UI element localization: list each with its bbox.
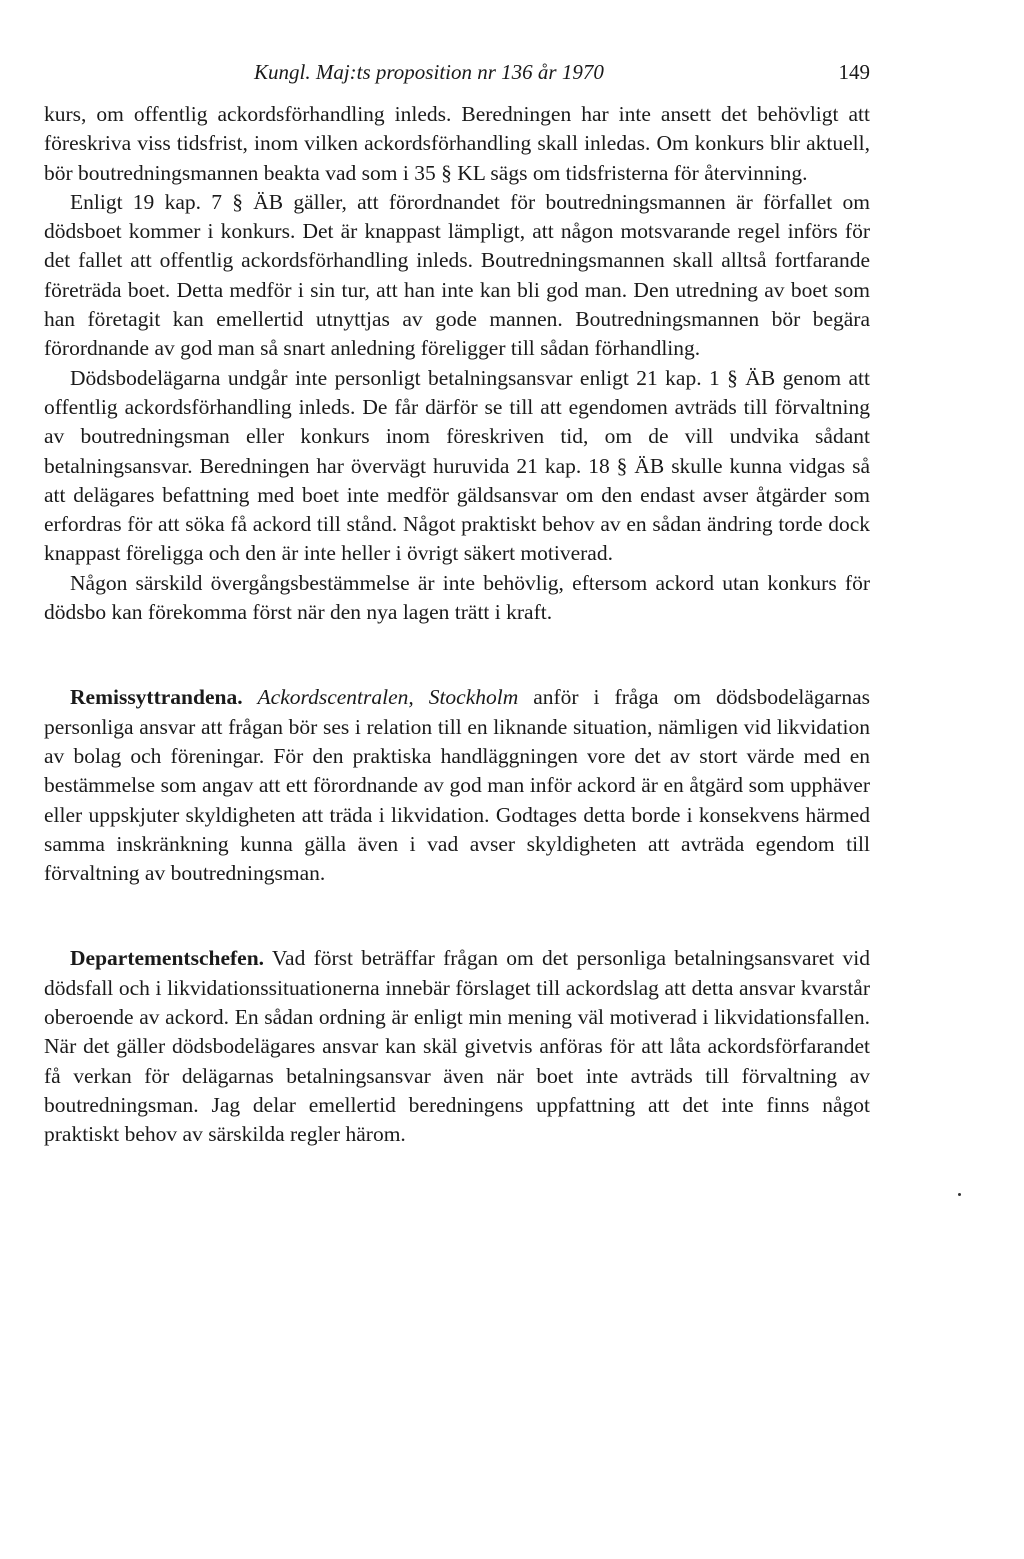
section-lead-remiss: Remissyttrandena. [70, 685, 243, 710]
paragraph-boutredningsman: Enligt 19 kap. 7 § ÄB gäller, att förordnandet för boutredningsmannen är förfallet om dödsboet kommer i konkurs. Det är knappast lämpligt, att någon motsvarande regel införs för det fallet att offentlig ackordsförhandling inleds. Boutredningsmannen skall alltså fortfarande företräda boet. Detta medför i sin tur, att han inte kan bli god man. Den utredning av boet som han företagit kan emellertid utnyttjas av gode mannen. Boutredningsmannen bör begära förordnande av god man så snart anledning föreligger till sådan förhandling. [44, 189, 870, 361]
departement-text: Vad först beträffar frågan om det personliga betalningsansvaret vid dödsfall och i likvidationssituationerna innebär förslaget till ackordslag att detta ansvar kvarstår oberoende av ackord. En sådan ordning är enligt min mening väl motiverad i likvidationsfallen. När det gäller dödsbodelägares ansvar kan skäl givetvis anföras för att låta ackordsförfarandet få verkan för delägarnas betalningsansvar även när boet inte avträds till förvaltning av boutredningsman. Jag delar emellertid beredningens uppfattning att det inte finns något praktiskt behov av särskilda regler härom. [44, 946, 870, 1147]
paragraph-dodsbodelagarna: Dödsbodelägarna undgår inte personligt betalningsansvar enligt 21 kap. 1 § ÄB genom att offentlig ackordsförhandling inleds. De får därför se till att egendomen avträds till förvaltning av boutredningsman eller konkurs inom föreskriven tid, om de vill undvika sådant betalningsansvar. Beredningen har övervägt huruvida 21 kap. 18 § ÄB skulle kunna vidgas så att delägares befattning med boet inte medför gäldsansvar om den endast avser åtgärder som erfordras för att söka få ackord till stånd. Något praktiskt behov av en sådan ändring torde dock knappast föreligga och den är inte heller i övrigt säkert motiverad. [44, 365, 870, 566]
document-page [44, 60, 870, 1150]
remiss-text: anför i fråga om dödsbodelägarnas personliga ansvar att frågan bör ses i relation till en liknande situation, nämligen vid likvidation av bolag och föreningar. För den praktiska handläggningen vore det av stort värde med en bestämmelse som angav att ett förordnande av god man inför ackord är en åtgärd som upphäver eller uppskjuter skyldigheten att träda i likvidation. Godtages detta borde i konsekvens härmed samma inskränkning kunna gälla även i vad avser skyldigheten att avträda egendom till förvaltning av boutredningsman. [44, 685, 871, 886]
paragraph-remissyttrandena [44, 683, 870, 888]
section-lead-departement: Departementschefen. [70, 946, 265, 971]
scan-speck [958, 1193, 961, 1196]
organization-name: Ackordscentralen, Stockholm [257, 685, 519, 710]
paragraph-continuation: kurs, om offentlig ackordsförhandling inleds. Beredningen har inte ansett det behövligt att föreskriva viss tidsfrist, inom vilken ackordsförhandling skall inledas. Om konkurs blir aktuell, bör boutredningsmannen beakta vad som i 35 § KL sägs om tidsfristerna för återvinning. [44, 102, 870, 185]
paragraph-overgangsbestammelse: Någon särskild övergångsbestämmelse är inte behövlig, eftersom ackord utan konkurs för dödsbo kan förekomma först när den nya lagen trätt i kraft. [44, 570, 870, 625]
page-header [44, 60, 870, 100]
page-number: 149 [838, 60, 870, 84]
paragraph-departementschefen [44, 944, 870, 1149]
running-title: Kungl. Maj:ts proposition nr 136 år 1970 [254, 60, 604, 84]
